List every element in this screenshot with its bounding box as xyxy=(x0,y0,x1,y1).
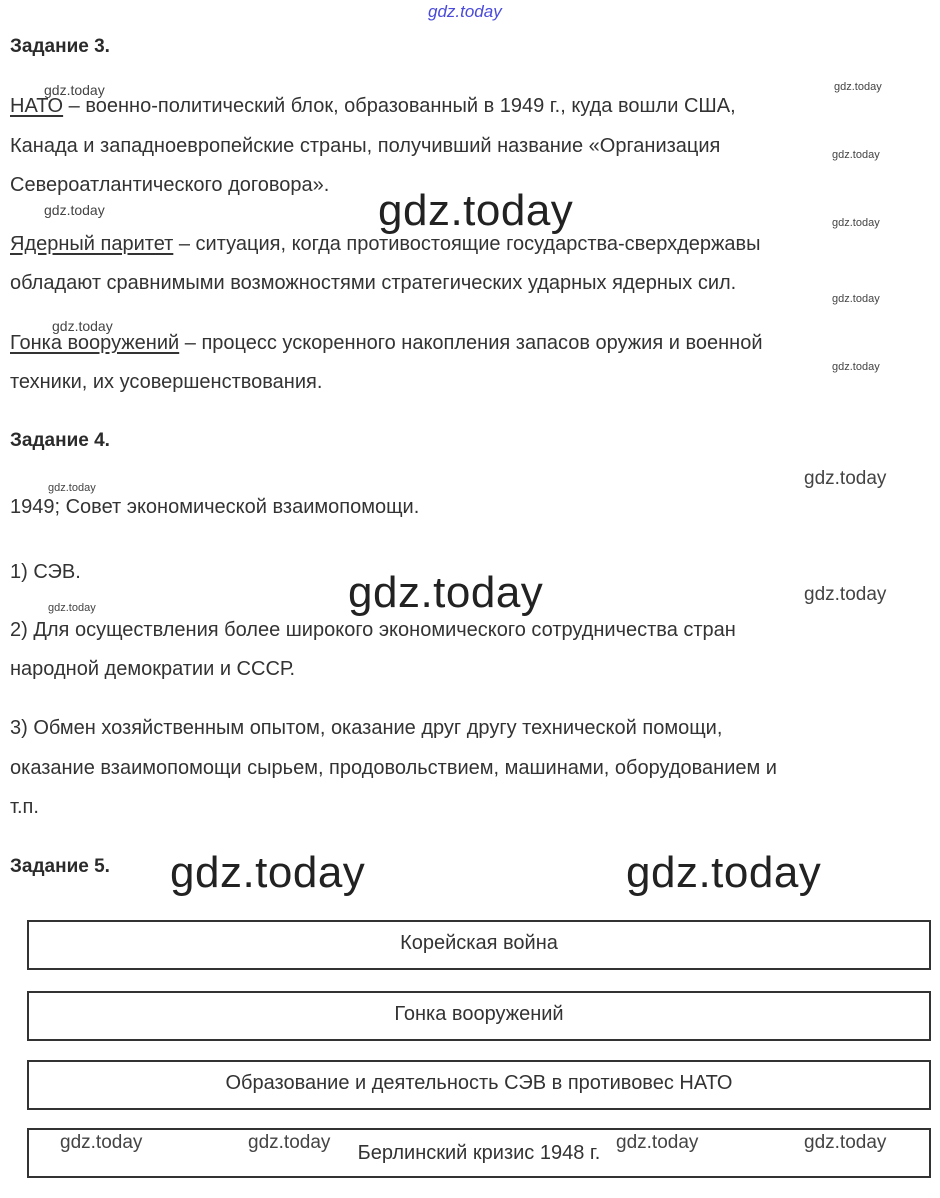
race-definition xyxy=(10,332,763,355)
task3-heading: Задание 3. xyxy=(10,36,110,57)
watermark-top: gdz.today xyxy=(428,2,502,21)
watermark: gdz.today xyxy=(52,318,113,334)
task4-answer3-line1: 3) Обмен хозяйственным опытом, оказание друг другу технической помощи, xyxy=(10,717,723,739)
nato-line3: Североатлантического договора». xyxy=(10,174,330,196)
task4-answer3-line2: оказание взаимопомощи сырьем, продовольствием, машинами, оборудованием и xyxy=(10,757,777,779)
task4-answer1: 1) СЭВ. xyxy=(10,561,81,583)
watermark-large: gdz.today xyxy=(626,848,822,897)
parity-definition xyxy=(10,233,761,256)
event-box-comecon xyxy=(27,1060,931,1110)
event-box-label: Образование и деятельность СЭВ в противовес НАТО xyxy=(225,1072,733,1094)
parity-line2: обладают сравнимыми возможностями стратегических ударных ядерных сил. xyxy=(10,272,737,294)
event-box-label: Гонка вооружений xyxy=(394,1003,564,1025)
task4-answer3-line3: т.п. xyxy=(10,796,39,818)
watermark: gdz.today xyxy=(804,584,887,605)
task4-answer2-line1: 2) Для осуществления более широкого экономического сотрудничества стран xyxy=(10,619,736,641)
nato-line2: Канада и западноевропейские страны, получивший название «Организация xyxy=(10,135,721,157)
watermark: gdz.today xyxy=(832,293,880,305)
watermark: gdz.today xyxy=(616,1132,699,1153)
watermark-large: gdz.today xyxy=(378,186,574,235)
watermark: gdz.today xyxy=(44,202,105,218)
watermark: gdz.today xyxy=(804,1132,887,1153)
watermark: gdz.today xyxy=(804,468,887,489)
watermark: gdz.today xyxy=(834,81,882,93)
watermark: gdz.today xyxy=(48,602,96,614)
nato-term: НАТО xyxy=(10,95,64,117)
nato-text: – военно-политический блок, образованный в 1949 г., куда вошли США, xyxy=(63,95,736,117)
parity-text: – ситуация, когда противостоящие государства-сверхдержавы xyxy=(173,233,761,255)
watermark: gdz.today xyxy=(832,361,880,373)
race-line2: техники, их усовершенствования. xyxy=(10,371,323,393)
task4-answer2-line2: народной демократии и СССР. xyxy=(10,658,295,680)
task4-intro: 1949; Совет экономической взаимопомощи. xyxy=(10,496,420,518)
event-box-arms-race xyxy=(27,991,931,1041)
watermark: gdz.today xyxy=(248,1132,331,1153)
watermark: gdz.today xyxy=(832,149,880,161)
race-term: Гонка вооружений xyxy=(10,332,180,354)
watermark: gdz.today xyxy=(44,82,105,98)
event-box-korean-war xyxy=(27,920,931,970)
task4-heading: Задание 4. xyxy=(10,430,110,451)
event-box-berlin-crisis xyxy=(27,1128,931,1178)
watermark-large: gdz.today xyxy=(170,848,366,897)
watermark: gdz.today xyxy=(48,482,96,494)
watermark-large: gdz.today xyxy=(348,568,544,617)
parity-term: Ядерный паритет xyxy=(10,233,174,255)
watermark: gdz.today xyxy=(60,1132,143,1153)
watermark: gdz.today xyxy=(832,217,880,229)
event-box-label: Берлинский кризис 1948 г. xyxy=(357,1142,601,1164)
nato-definition xyxy=(10,95,736,118)
event-box-label: Корейская война xyxy=(400,932,558,954)
race-text: – процесс ускоренного накопления запасов оружия и военной xyxy=(179,332,763,354)
task5-heading: Задание 5. xyxy=(10,856,110,877)
